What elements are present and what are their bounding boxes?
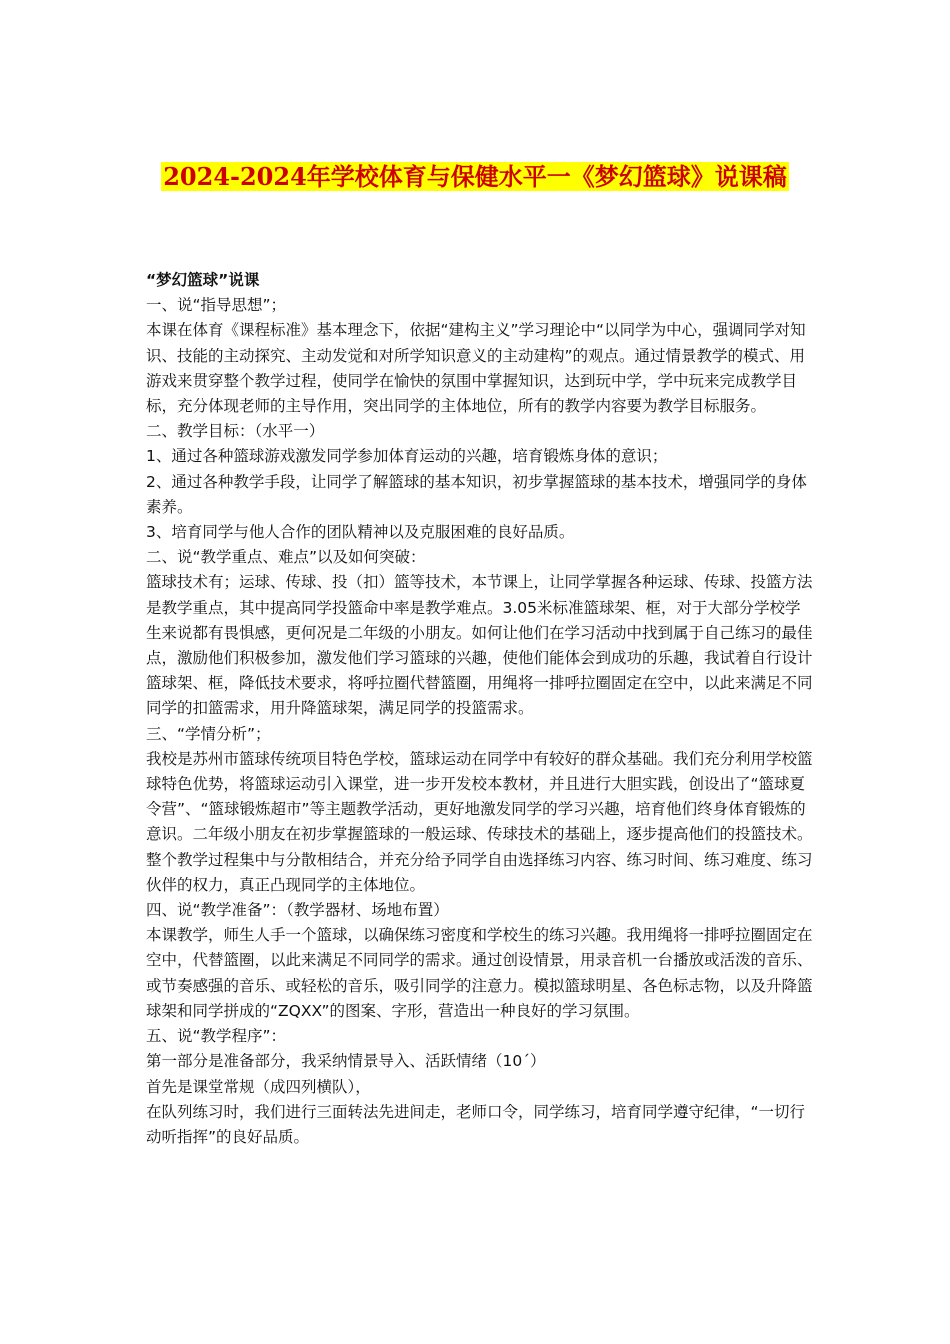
document-title [0, 160, 950, 194]
paragraph: 本课在体育《课程标准》基本理念下，依据“建构主义”学习理论中“以同学为中心，强调同学对知识、技能的主动探究、主动发觉和对所学知识意义的主动建构”的观点。通过情景教学的模式、用游戏来贯穿整个教学过程，使同学在愉快的氛围中掌握知识，达到玩中学，学中玩来完成教学目标，充分体现老师的主导作用，突出同学的主体地位，所有的教学内容要为教学目标服务。 [146, 321, 806, 416]
list-item: 3、培育同学与他人合作的团队精神以及克服困难的良好品质。 [146, 523, 575, 542]
document-title-text: 2024-2024年学校体育与保健水平一《梦幻篮球》说课稿 [163, 162, 787, 191]
paragraph: 第一部分是准备部分，我采纳情景导入、活跃情绪（10´） [146, 1052, 546, 1071]
document-subtitle: “梦幻篮球”说课 [146, 271, 260, 289]
list-item: 2、通过各种教学手段，让同学了解篮球的基本知识，初步掌握篮球的基本技术，增强同学的身体素养。 [146, 472, 807, 516]
section-heading: 二、教学目标：（水平一） [146, 422, 325, 441]
document-body [146, 268, 814, 1150]
section-heading: 二、说“教学重点、难点”以及如何突破： [146, 548, 426, 567]
paragraph: 我校是苏州市篮球传统项目特色学校，篮球运动在同学中有较好的群众基础。我们充分利用学校篮球特色优势，将篮球运动引入课堂，进一步开发校本教材，并且进行大胆实践，创设出了“篮球夏令营”、“篮球锻炼超市”等主题教学活动，更好地激发同学的学习兴趣，培育他们终身体育锻炼的意识。二年级小朋友在初步掌握篮球的一般运球、传球技术的基础上，逐步提高他们的投篮技术。整个教学过程集中与分散相结合，并充分给予同学自由选择练习内容、练习时间、练习难度、练习伙伴的权力，真正凸现同学的主体地位。 [146, 749, 813, 894]
paragraph: 在队列练习时，我们进行三面转法先进间走，老师口令，同学练习，培育同学遵守纪律，“一切行动听指挥”的良好品质。 [146, 1102, 806, 1146]
section-heading: 三、“学情分析”； [146, 724, 271, 743]
paragraph: 篮球技术有；运球、传球、投（扣）篮等技术，本节课上，让同学掌握各种运球、传球、投篮方法是教学重点，其中提高同学投篮命中率是教学难点。3.05米标准篮球架、框，对于大部分学校学生来说都有畏惧感，更何况是二年级的小朋友。如何让他们在学习活动中找到属于自己练习的最佳点，激励他们积极参加，激发他们学习篮球的兴趣，使他们能体会到成功的乐趣，我试着自行设计篮球架、框，降低技术要求，将呼拉圈代替篮圈，用绳将一排呼拉圈固定在空中，以此来满足不同同学的扣篮需求，用升降篮球架，满足同学的投篮需求。 [146, 573, 813, 718]
section-heading: 四、说“教学准备”：（教学器材、场地布置） [146, 901, 449, 920]
list-item: 1、通过各种篮球游戏激发同学参加体育运动的兴趣，培育锻炼身体的意识； [146, 447, 668, 466]
paragraph: 首先是课堂常规（成四列横队）， [146, 1077, 371, 1096]
section-heading: 一、说“指导思想”； [146, 296, 287, 315]
paragraph: 本课教学，师生人手一个篮球，以确保练习密度和学校生的练习兴趣。我用绳将一排呼拉圈固定在空中，代替篮圈，以此来满足不同同学的需求。通过创设情景，用录音机一台播放或活泼的音乐、或节奏感强的音乐、或轻松的音乐，吸引同学的注意力。模拟篮球明星、各色标志物，以及升降篮球架和同学拼成的“ZQXX”的图案、字形，营造出一种良好的学习氛围。 [146, 926, 813, 1020]
section-heading: 五、说“教学程序”： [146, 1027, 287, 1046]
